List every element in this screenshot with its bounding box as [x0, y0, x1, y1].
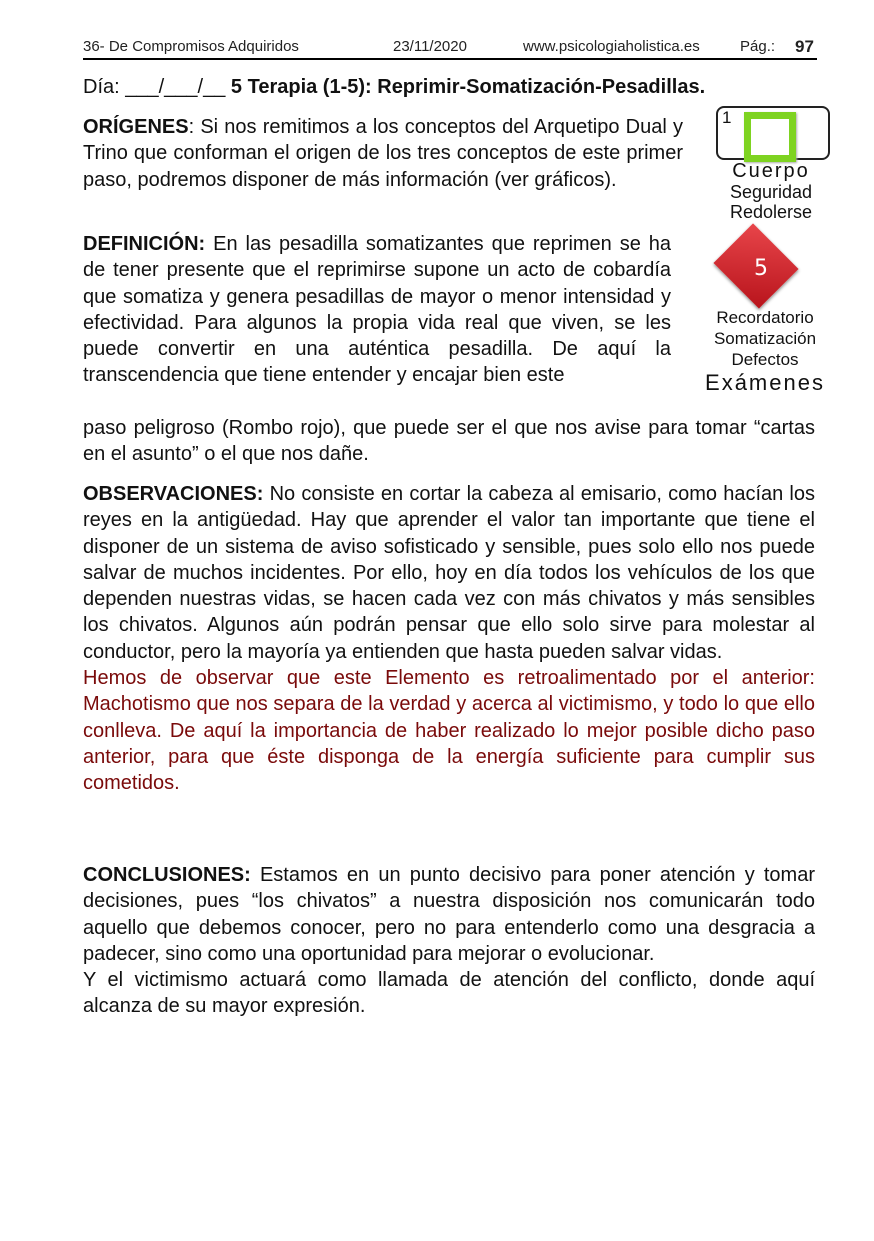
origenes-text: : Si nos remitimos a los conceptos del Arquetipo Dual y Trino que conforman el origen de los tres conceptos de este primer paso, podremos disponer de más información (ver gráficos). — [83, 116, 683, 191]
diamond-label-4: Exámenes — [705, 370, 825, 395]
observaciones-text: No consiste en cortar la cabeza al emisario, como hacían los reyes en la antigüedad. Hay que aprender el valor tan importante que tiene el disponer de un sistema de aviso sofisticado y sensible, pues solo ello nos puede salvar de muchos incidentes. Por ello, hoy en día todos los vehículos de los que dependen nuestras vidas, se hacen cada vez con más chivatos y más sensibles los chivatos. Algunos aún podrán pensar que ello solo sirve para molestar al conductor, pero la mayoría ya entienden que hasta pueden salvar vidas. — [83, 483, 815, 663]
observaciones-red-text: Hemos de observar que este Elemento es retroalimentado por el anterior: Machotismo que nos separa de la verdad y acerca al victimismo, y todo lo que ello conlleva. De aquí la importancia de haber realizado lo mejor posible dicho paso anterior, para que éste disponga de la energía suficiente para cumplir sus cometidos. — [83, 667, 815, 795]
square-box-icon — [716, 106, 830, 160]
diamond-label-3: Defectos — [731, 350, 799, 369]
definicion-text-cont: paso peligroso (Rombo rojo), que puede ser el que nos avise para tomar “cartas en el asunto” o el que nos dañe. — [83, 417, 815, 466]
diamond-label-2: Somatización — [713, 329, 817, 348]
box-label-2: Seguridad — [729, 182, 813, 202]
definicion-heading: DEFINICIÓN: — [83, 233, 206, 255]
origenes-heading: ORÍGENES — [83, 116, 189, 138]
section-definicion-cont — [83, 415, 815, 468]
header-page-number: 97 — [795, 37, 814, 56]
page-title: 5 Terapia (1-5): Reprimir-Somatización-Pesadillas. — [230, 76, 706, 98]
definicion-text: En las pesadilla somatizantes que reprimen se ha de tener presente que el reprimirse supone un acto de cobardía que somatiza y genera pesadillas de mayor o menor intensidad y efectividad. Para algunos la propia vida real que viven, se les puede convertir en una auténtica pesadilla. De aquí la transcendencia que tiene entender y encajar bien este — [83, 233, 671, 387]
diamond-number: 5 — [754, 256, 768, 281]
section-origenes — [83, 114, 683, 193]
diamond-label-1: Recordatorio — [716, 308, 814, 327]
green-square-icon — [744, 112, 796, 162]
conclusiones-heading: CONCLUSIONES: — [83, 864, 251, 886]
observaciones-heading: OBSERVACIONES: — [83, 483, 264, 505]
header-url: www.psicologiaholistica.es — [523, 38, 700, 55]
section-conclusiones — [83, 862, 815, 1020]
section-observaciones — [83, 481, 815, 797]
box-number: 1 — [722, 108, 732, 127]
page-header — [83, 36, 817, 60]
box-label-3: Redolerse — [729, 202, 813, 222]
header-date: 23/11/2020 — [393, 38, 467, 55]
day-line — [83, 76, 705, 99]
conclusiones-text: Estamos en un punto decisivo para poner atención y tomar decisiones, pues “los chivatos” a nuestra disposición nos comunicarán todo aquello que debemos conocer, pero no para entenderlo como una desgracia a padecer, sino como una oportunidad para mejorar o evolucionar. — [83, 864, 815, 965]
box-label-1: Cuerpo — [732, 160, 810, 182]
section-definicion — [83, 231, 671, 389]
header-page-label: Pág.: — [740, 38, 776, 55]
conclusiones-text-2: Y el victimismo actuará como llamada de atención del conflicto, donde aquí alcanza de su mayor expresión. — [83, 969, 815, 1018]
header-title: 36- De Compromisos Adquiridos — [83, 38, 299, 55]
day-prefix: Día: ___/___/__ — [83, 76, 226, 98]
